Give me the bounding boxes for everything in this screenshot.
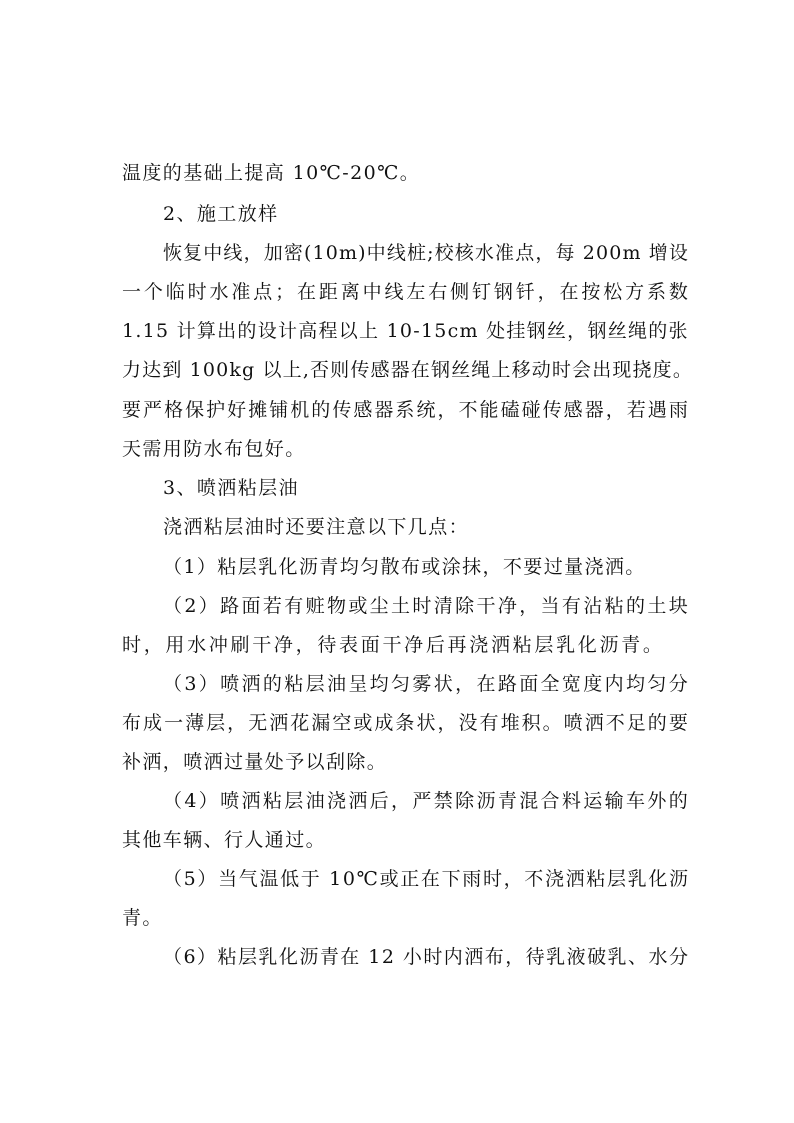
text-line: 恢 复 中 线 ， 加 密 ( 1 0 m ) 中 线 桩 ; 校 核 水 准 点 ， 每 2 0 0 m 增 设 <box>163 242 688 264</box>
text-line: 其他车辆、行人通过。 <box>122 829 327 851</box>
text-line: 1 . 1 5 计 算 出 的 设 计 高 程 以 上 1 0 - 1 5 c m 处 挂 钢 丝 ， 钢 丝 绳 的 张 <box>122 320 688 342</box>
text-line: 力 达 到 1 0 0 k g 以 上 , 否 则 传 感 器 在 钢 丝 绳 上 移 动 时 会 出 现 挠 度 。 <box>122 359 692 381</box>
list-item: （ 5 ） 当 气 温 低 于 1 0 ℃ 或 正 在 下 雨 时 ， 不 浇 洒 粘 层 乳 化 沥 <box>163 868 688 890</box>
text-line: 布 成 一 薄 层 ， 无 洒 花 漏 空 或 成 条 状 ， 没 有 堆 积 。 喷 洒 不 足 的 要 <box>122 712 688 734</box>
text-line: 补洒，喷洒过量处予以刮除。 <box>122 751 388 773</box>
section-heading: 2、施工放样 <box>163 203 279 225</box>
text-line: 天需用防水布包好。 <box>122 438 306 460</box>
text-line: 青。 <box>122 907 163 929</box>
list-item: （ 2 ） 路 面 若 有 赃 物 或 尘 土 时 清 除 干 净 ， 当 有 沾 粘 的 土 块 <box>163 595 688 617</box>
list-item: （ 4 ） 喷 洒 粘 层 油 浇 洒 后 ， 严 禁 除 沥 青 混 合 料 运 输 车 外 的 <box>163 790 688 812</box>
text-line: 浇洒粘层油时还要注意以下几点： <box>163 516 470 538</box>
text-line: 要 严 格 保 护 好 摊 铺 机 的 传 感 器 系 统 ， 不 能 磕 碰 传 感 器 ， 若 遇 雨 <box>122 399 688 421</box>
list-item: （1）粘层乳化沥青均匀散布或涂抹，不要过量浇洒。 <box>163 556 646 578</box>
section-heading: 3、喷洒粘层油 <box>163 477 299 499</box>
text-line: 时 ， 用 水 冲 刷 干 净 ， 待 表 面 干 净 后 再 浇 洒 粘 层 乳 化 沥 青 。 <box>122 634 662 656</box>
list-item: （ 3 ） 喷 洒 的 粘 层 油 呈 均 匀 雾 状 ， 在 路 面 全 宽 度 内 均 匀 分 <box>163 673 688 695</box>
text-line: 温度的基础上提高 10℃-20℃。 <box>122 162 421 184</box>
list-item: （ 6 ） 粘 层 乳 化 沥 青 在 1 2 小 时 内 洒 布 ， 待 乳 液 破 乳 、 水 分 <box>163 946 688 968</box>
text-line: 一 个 临 时 水 准 点 ； 在 距 离 中 线 左 右 侧 钉 钢 钎 ， 在 按 松 方 系 数 <box>122 281 688 303</box>
